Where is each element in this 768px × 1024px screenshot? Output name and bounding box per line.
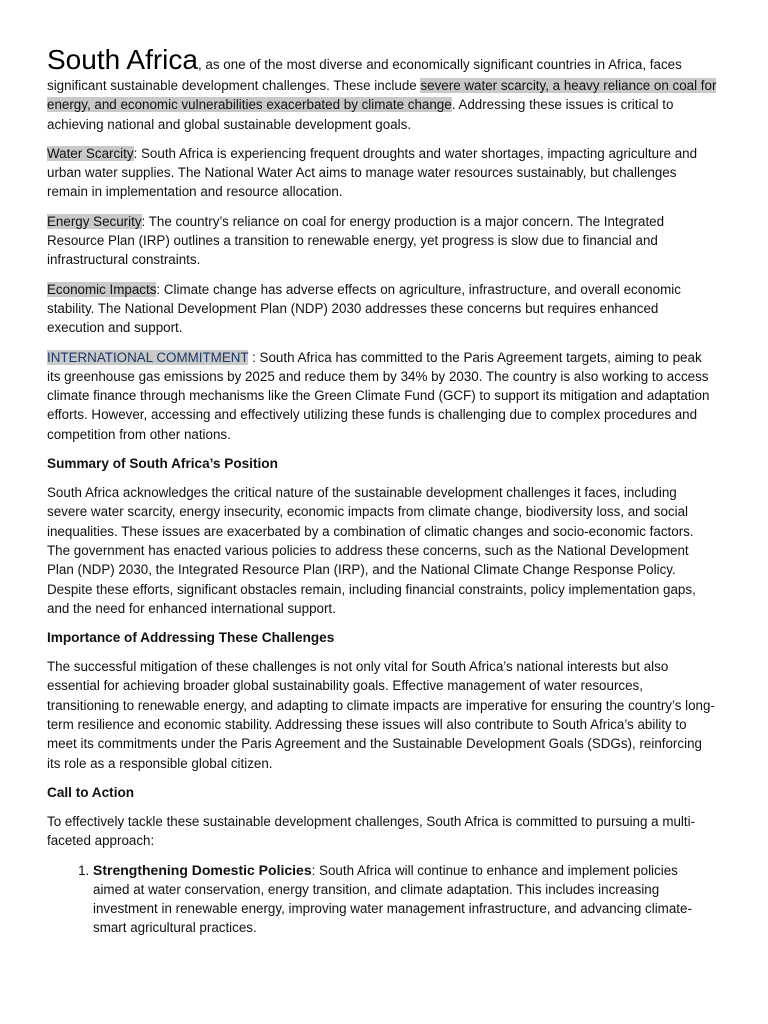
intro-text-2: . Addressing these issues is critical to achieving national and global sustainable development goals.: [47, 97, 674, 132]
list-item-title: Strengthening Domestic Policies: [93, 861, 312, 878]
importance-body: The successful mitigation of these challenges is not only vital for South Africa’s national interests but also essential for achieving broader global sustainability goals. Effective management of water resources, transitioning to renewable energy, and adapting to climate impacts are imperative for ensuring the country’s long-term resilience and economic stability. Addressing these issues will also contribute to South Africa’s ability to meet its commitments under the Paris Agreement and the Sustainable Development Goals (SDGs), reinforcing its role as a responsible global citizen.: [47, 659, 715, 771]
intro-paragraph: [47, 44, 718, 134]
document-title: South Africa: [47, 44, 198, 75]
summary-heading: Summary of South Africa’s Position: [47, 456, 278, 472]
topic-term: INTERNATIONAL COMMITMENT: [47, 349, 249, 365]
call-to-action-heading: Call to Action: [47, 784, 135, 800]
topic-energy-security: [47, 212, 718, 270]
intro-text-1: , as one of the most diverse and economically significant countries in Africa, faces significant sustainable development challenges. These include: [47, 57, 682, 93]
summary-body: South Africa acknowledges the critical nature of the sustainable development challenges it faces, including severe water scarcity, energy insecurity, economic impacts from climate change, biodiversity loss, and social inequalities. These issues are exacerbated by a combination of climatic changes and socio-economic factors. The government has enacted various policies to address these concerns, such as the National Development Plan (NDP) 2030, the Integrated Resource Plan (IRP), and the National Climate Change Response Policy. Despite these efforts, significant obstacles remain, including financial constraints, policy implementation gaps, and the need for enhanced international support.: [47, 485, 696, 616]
list-item-text: : South Africa will continue to enhance and implement policies aimed at water conservation, energy transition, and climate adaptation. This includes increasing investment in renewable energy, improving water management infrastructure, and advancing climate-smart agricultural practices.: [93, 862, 692, 936]
action-list: [47, 861, 718, 938]
topic-text: : The country’s reliance on coal for energy production is a major concern. The Integrated Resource Plan (IRP) outlines a transition to renewable energy, yet progress is slow due to financial and infrastructural constraints.: [47, 213, 665, 268]
topic-water-scarcity: [47, 144, 718, 202]
topic-economic-impacts: [47, 280, 718, 338]
call-to-action-body: To effectively tackle these sustainable development challenges, South Africa is committed to pursuing a multi-faceted approach:: [47, 813, 696, 849]
topic-text: : South Africa has committed to the Paris Agreement targets, aiming to peak its greenhouse gas emissions by 2025 and reduce them by 34% by 2030. The country is also working to access climate finance through mechanisms like the Green Climate Fund (GCF) to support its mitigation and adaptation efforts. However, accessing and effectively utilizing these funds is challenging due to complex procedures and competition from other nations.: [47, 349, 710, 442]
topic-term: Economic Impacts: [47, 281, 157, 297]
intro-highlight: severe water scarcity, a heavy reliance on coal for energy, and economic vulnerabilities exacerbated by climate change: [47, 78, 717, 113]
topic-international-commitment: [47, 348, 718, 444]
list-item: [93, 861, 718, 938]
topic-term: Water Scarcity: [47, 145, 134, 161]
topic-text: : South Africa is experiencing frequent droughts and water shortages, impacting agriculture and urban water supplies. The National Water Act aims to manage water resources sustainably, but challenges remain in implementation and resource allocation.: [47, 145, 698, 200]
topic-term: Energy Security: [47, 213, 142, 229]
topic-text: : Climate change has adverse effects on agriculture, infrastructure, and overall economic stability. The National Development Plan (NDP) 2030 addresses these concerns but requires enhanced execution and support.: [47, 281, 681, 336]
importance-heading: Importance of Addressing These Challenges: [47, 630, 335, 646]
